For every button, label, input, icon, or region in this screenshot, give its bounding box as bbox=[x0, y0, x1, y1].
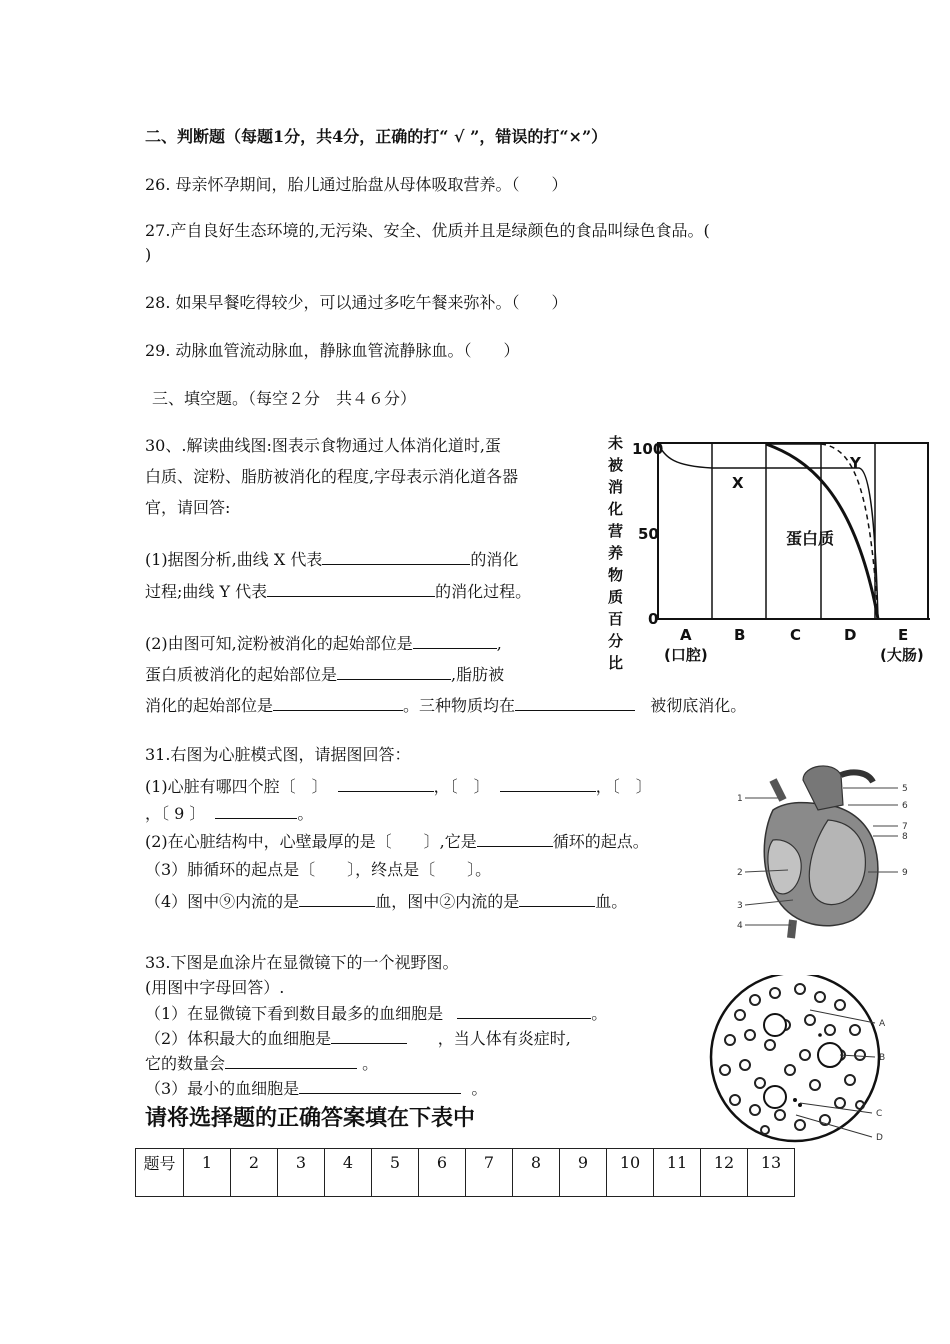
heart-label-4: 4 bbox=[737, 921, 743, 931]
q33-2c: 它的数量会 bbox=[145, 1054, 226, 1073]
answer-blank[interactable] bbox=[519, 890, 595, 907]
q33-2a: （2）体积最大的血细胞是 bbox=[145, 1029, 332, 1048]
q31-1b: ，〔 〕 bbox=[433, 777, 490, 796]
q30-part2-line3 bbox=[145, 694, 746, 717]
q31-4a: （4）图中⑨内流的是 bbox=[145, 892, 300, 911]
question-number-cell: 13 bbox=[748, 1149, 795, 1197]
answer-blank[interactable] bbox=[457, 1002, 591, 1019]
q31-part2 bbox=[145, 830, 649, 853]
heart-label-1: 1 bbox=[737, 794, 743, 804]
blood-label-c: C bbox=[876, 1109, 883, 1119]
answer-blank[interactable] bbox=[331, 1027, 407, 1044]
x-tick-b: B bbox=[734, 626, 746, 644]
q30-1b: 的消化 bbox=[470, 550, 519, 569]
answer-blank[interactable] bbox=[267, 580, 435, 597]
x-sub-large-intestine: (大肠) bbox=[880, 646, 924, 664]
ylabel-char: 分 bbox=[608, 632, 624, 650]
question-27-cont: ) bbox=[145, 245, 152, 264]
question-number-cell: 2 bbox=[231, 1149, 278, 1197]
curve-protein-label: 蛋白质 bbox=[786, 529, 835, 548]
q31-4c: 血。 bbox=[595, 892, 628, 911]
ylabel-char: 营 bbox=[608, 522, 624, 540]
question-number-cell: 3 bbox=[278, 1149, 325, 1197]
q33-2d: 。 bbox=[362, 1054, 379, 1073]
curve-x bbox=[658, 444, 878, 619]
q31-title: 31.右图为心脏模式图，请据图回答： bbox=[145, 745, 411, 764]
question-number-cell: 8 bbox=[513, 1149, 560, 1197]
q30-line3: 官，请回答: bbox=[145, 498, 231, 517]
q33-title: 33.下图是血涂片在显微镜下的一个视野图。 bbox=[145, 953, 459, 972]
curve-y-label: Y bbox=[850, 454, 861, 472]
question-26: 26. 母亲怀孕期间，胎儿通过胎盘从母体吸取营养。（ ） bbox=[145, 175, 568, 194]
q33-part2-line1 bbox=[145, 1027, 571, 1050]
q31-part1-line2 bbox=[145, 802, 313, 825]
blood-label-d: D bbox=[876, 1133, 883, 1143]
q33-1: （1）在显微镜下看到数目最多的血细胞是 bbox=[145, 1004, 444, 1023]
ylabel-char: 比 bbox=[608, 654, 624, 672]
y-tick-100: 100 bbox=[632, 440, 664, 458]
q31-2b: 循环的起点。 bbox=[552, 832, 649, 851]
answer-table-row bbox=[136, 1149, 795, 1197]
x-tick-e: E bbox=[898, 626, 909, 644]
q30-2e: 消化的起始部位是 bbox=[145, 696, 274, 715]
q30-line2: 白质、淀粉、脂肪被消化的程度,字母表示消化道各器 bbox=[145, 467, 519, 486]
q30-part1-line2 bbox=[145, 580, 531, 603]
section2-title: 二、判断题（每题1分，共4分，正确的打“ √ ”，错误的打“×”） bbox=[145, 127, 608, 146]
answer-blank[interactable] bbox=[299, 890, 375, 907]
answer-blank[interactable] bbox=[477, 830, 553, 847]
question-number-cell: 12 bbox=[701, 1149, 748, 1197]
ylabel-char: 质 bbox=[608, 588, 624, 606]
q30-part1-line1 bbox=[145, 548, 518, 571]
q30-1d: 的消化过程。 bbox=[435, 582, 532, 601]
question-number-cell: 4 bbox=[325, 1149, 372, 1197]
ylabel-char: 化 bbox=[608, 500, 624, 518]
answer-blank[interactable] bbox=[299, 1077, 461, 1094]
q30-1a: (1)据图分析,曲线 X 代表 bbox=[145, 550, 323, 569]
blood-label-b: B bbox=[879, 1053, 886, 1063]
q31-2a: (2)在心脏结构中，心壁最厚的是〔 〕,它是 bbox=[145, 832, 477, 851]
answer-table-header-cell: 题号 bbox=[136, 1149, 184, 1197]
question-number-cell: 11 bbox=[654, 1149, 701, 1197]
answer-blank[interactable] bbox=[273, 694, 403, 711]
q30-part2-line2 bbox=[145, 663, 504, 686]
q30-1c: 过程;曲线 Y 代表 bbox=[145, 582, 268, 601]
q30-2b: , bbox=[496, 634, 502, 653]
q33-part2-line2 bbox=[145, 1052, 378, 1075]
answer-blank[interactable] bbox=[215, 802, 297, 819]
q31-1d: ，〔 9 〕 bbox=[145, 804, 206, 823]
answer-blank[interactable] bbox=[413, 632, 497, 649]
q31-1c: ，〔 〕 bbox=[595, 777, 652, 796]
q33-part3 bbox=[145, 1077, 487, 1100]
q33-1e: 。 bbox=[591, 1004, 608, 1023]
q30-2a: (2)由图可知,淀粉被消化的起始部位是 bbox=[145, 634, 413, 653]
heart-illustration bbox=[764, 766, 878, 938]
heart-label-6: 6 bbox=[902, 801, 908, 811]
heart-label-5: 5 bbox=[902, 784, 908, 794]
ylabel-char: 被 bbox=[608, 456, 624, 474]
q31-part1-line1 bbox=[145, 775, 652, 798]
q30-2f: 。三种物质均在 bbox=[403, 696, 516, 715]
heart-diagram bbox=[733, 760, 913, 940]
x-tick-a: A bbox=[680, 626, 692, 644]
q30-2d: ,脂肪被 bbox=[451, 665, 505, 684]
y-tick-50: 50 bbox=[638, 525, 659, 543]
ylabel-char: 消 bbox=[608, 478, 624, 496]
question-number-cell: 5 bbox=[372, 1149, 419, 1197]
answer-blank[interactable] bbox=[515, 694, 635, 711]
question-number-cell: 7 bbox=[466, 1149, 513, 1197]
answer-blank[interactable] bbox=[225, 1052, 357, 1069]
microscope-field bbox=[711, 975, 879, 1141]
q31-1a: (1)心脏有哪四个腔〔 〕 bbox=[145, 777, 328, 796]
ylabel-char: 养 bbox=[608, 544, 624, 562]
blood-label-a: A bbox=[879, 1019, 886, 1029]
ylabel-char: 未 bbox=[608, 434, 624, 452]
question-28: 28. 如果早餐吃得较少，可以通过多吃午餐来弥补。（ ） bbox=[145, 293, 568, 312]
question-number-cell: 6 bbox=[419, 1149, 466, 1197]
q30-part2-line1 bbox=[145, 632, 502, 655]
curve-x-label: X bbox=[732, 474, 744, 492]
answer-table-heading: 请将选择题的正确答案填在下表中 bbox=[145, 1106, 476, 1131]
question-27: 27.产自良好生态环境的,无污染、安全、优质并且是绿颜色的食品叫绿色食品。( bbox=[145, 221, 710, 240]
q33-3e: 。 bbox=[471, 1079, 488, 1098]
ylabel-char: 百 bbox=[608, 610, 624, 628]
q30-2g: 被彻底消化。 bbox=[650, 696, 747, 715]
q31-part3: （3）肺循环的起点是〔 〕，终点是〔 〕。 bbox=[145, 860, 492, 879]
heart-label-3: 3 bbox=[737, 901, 743, 911]
answer-blank[interactable] bbox=[337, 663, 451, 680]
blood-smear-figure bbox=[700, 975, 900, 1150]
q31-4b: 血，图中②内流的是 bbox=[375, 892, 520, 911]
q33-2b: ，当人体有炎症时, bbox=[437, 1029, 571, 1048]
q33-subtitle: (用图中字母回答）. bbox=[145, 978, 285, 997]
ylabel-char: 物 bbox=[608, 566, 624, 584]
q30-line1: 30、.解读曲线图:图表示食物通过人体消化道时,蛋 bbox=[145, 436, 501, 455]
answer-blank[interactable] bbox=[500, 775, 596, 792]
heart-label-2: 2 bbox=[737, 868, 743, 878]
x-sub-mouth: (口腔) bbox=[664, 646, 708, 664]
q30-2c: 蛋白质被消化的起始部位是 bbox=[145, 665, 338, 684]
answer-blank[interactable] bbox=[338, 775, 434, 792]
question-number-cell: 9 bbox=[560, 1149, 607, 1197]
q33-3: （3）最小的血细胞是 bbox=[145, 1079, 300, 1098]
question-number-cell: 1 bbox=[184, 1149, 231, 1197]
q33-part1 bbox=[145, 1002, 607, 1025]
y-tick-0: 0 bbox=[648, 610, 659, 628]
section3-title: 三、填空题。（每空２分 共４６分） bbox=[152, 389, 417, 408]
x-tick-c: C bbox=[790, 626, 802, 644]
digestion-curve-figure bbox=[604, 428, 934, 673]
q31-1e: 。 bbox=[297, 804, 314, 823]
heart-label-9: 9 bbox=[902, 868, 908, 878]
heart-label-7: 7 bbox=[902, 822, 908, 832]
heart-label-8: 8 bbox=[902, 832, 908, 842]
question-29: 29. 动脉血管流动脉血，静脉血管流静脉血。（ ） bbox=[145, 341, 520, 360]
answer-blank[interactable] bbox=[322, 548, 470, 565]
answer-table bbox=[135, 1148, 795, 1197]
question-number-cell: 10 bbox=[607, 1149, 654, 1197]
x-tick-d: D bbox=[844, 626, 857, 644]
q31-part4 bbox=[145, 890, 627, 913]
